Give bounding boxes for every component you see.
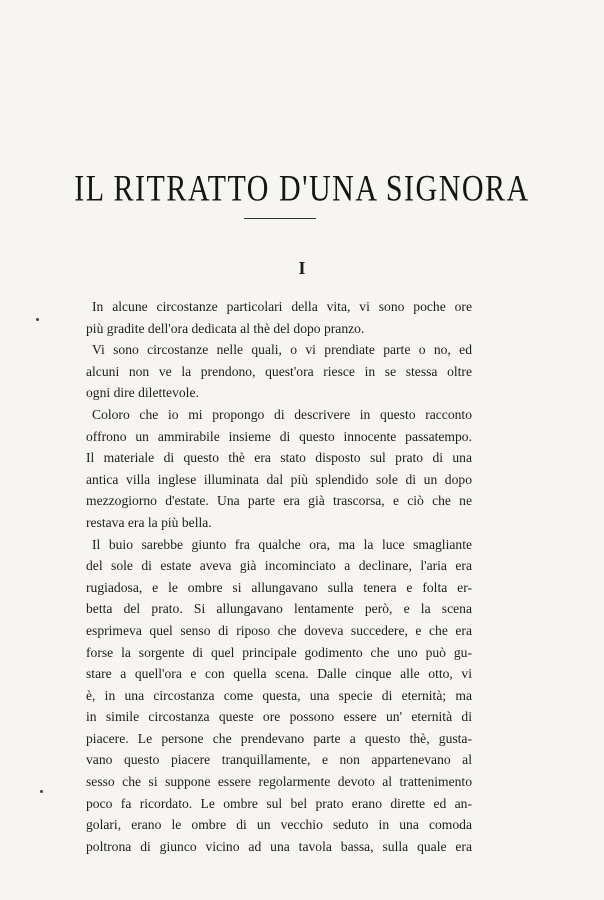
text-line: sesso che si suppone essere regolarmente devoto al trattenimento [86,774,472,790]
text-line: Il buio sarebbe giunto fra qualche ora, ma la luce smagliante [92,536,472,552]
text-line: in simile circostanza queste ore possono essere un' eternità di [86,709,472,725]
text-line: mezzogiorno d'estate. Una parte era già trascorsa, e ciò che ne [86,493,472,509]
text-line: stare a quell'ora e con quella scena. Dalle cinque alle otto, vi [86,666,472,682]
text-line: golari, erano le ombre di un vecchio seduto in una comoda [86,817,472,833]
text-line: vano questo piacere tranquillamente, e non appartenevano al [86,752,472,768]
text-line: forse la sorgente di quel principale godimento che uno può gu- [86,644,472,660]
ink-speck [36,318,39,321]
ink-speck [40,790,43,793]
page-title: IL RITRATTO D'UNA SIGNORA [74,168,530,210]
text-line: ogni dire dilettevole. [86,385,199,401]
text-line: alcuni non ve la prendono, quest'ora riesce in se stessa oltre [86,363,472,379]
text-line: betta del prato. Si allungavano lentamente però, e la scena [86,601,472,617]
text-line: esprimeva quel senso di riposo che doveva succedere, e che era [86,622,472,638]
text-line: piacere. Le persone che prendevano parte a questo thè, gusta- [86,730,472,746]
text-line: Vi sono circostanze nelle quali, o vi prendiate parte o no, ed [92,342,472,358]
text-line: In alcune circostanze particolari della vita, vi sono poche ore [92,299,472,314]
body-text [86,296,472,857]
text-line: antica villa inglese illuminata dal più splendido sole di un dopo [86,471,472,487]
text-line: è, in una circostanza come questa, una specie di eternità; ma [86,687,472,703]
text-line: poco fa ricordato. Le ombre sul bel prato erano dirette ed an- [86,795,472,811]
text-line: Coloro che io mi propongo di descrivere in questo racconto [92,406,472,422]
text-line: poltrona di giunco vicino ad una tavola bassa, sulla quale era [86,838,472,854]
text-line: del sole di estate aveva già incominciato a declinare, l'aria era [86,558,472,574]
text-line: Il materiale di questo thè era stato disposto sul prato di una [86,450,472,466]
title-divider [244,218,316,219]
chapter-number: I [298,258,306,278]
text-line: più gradite dell'ora dedicata al thè del dopo pranzo. [86,320,365,336]
text-line: offrono un ammirabile insieme di questo innocente passatempo. [86,428,472,444]
text-line: rugiadosa, e le ombre si allungavano sulla tenera e folta er- [86,579,472,595]
text-line: restava era la più bella. [86,514,212,530]
